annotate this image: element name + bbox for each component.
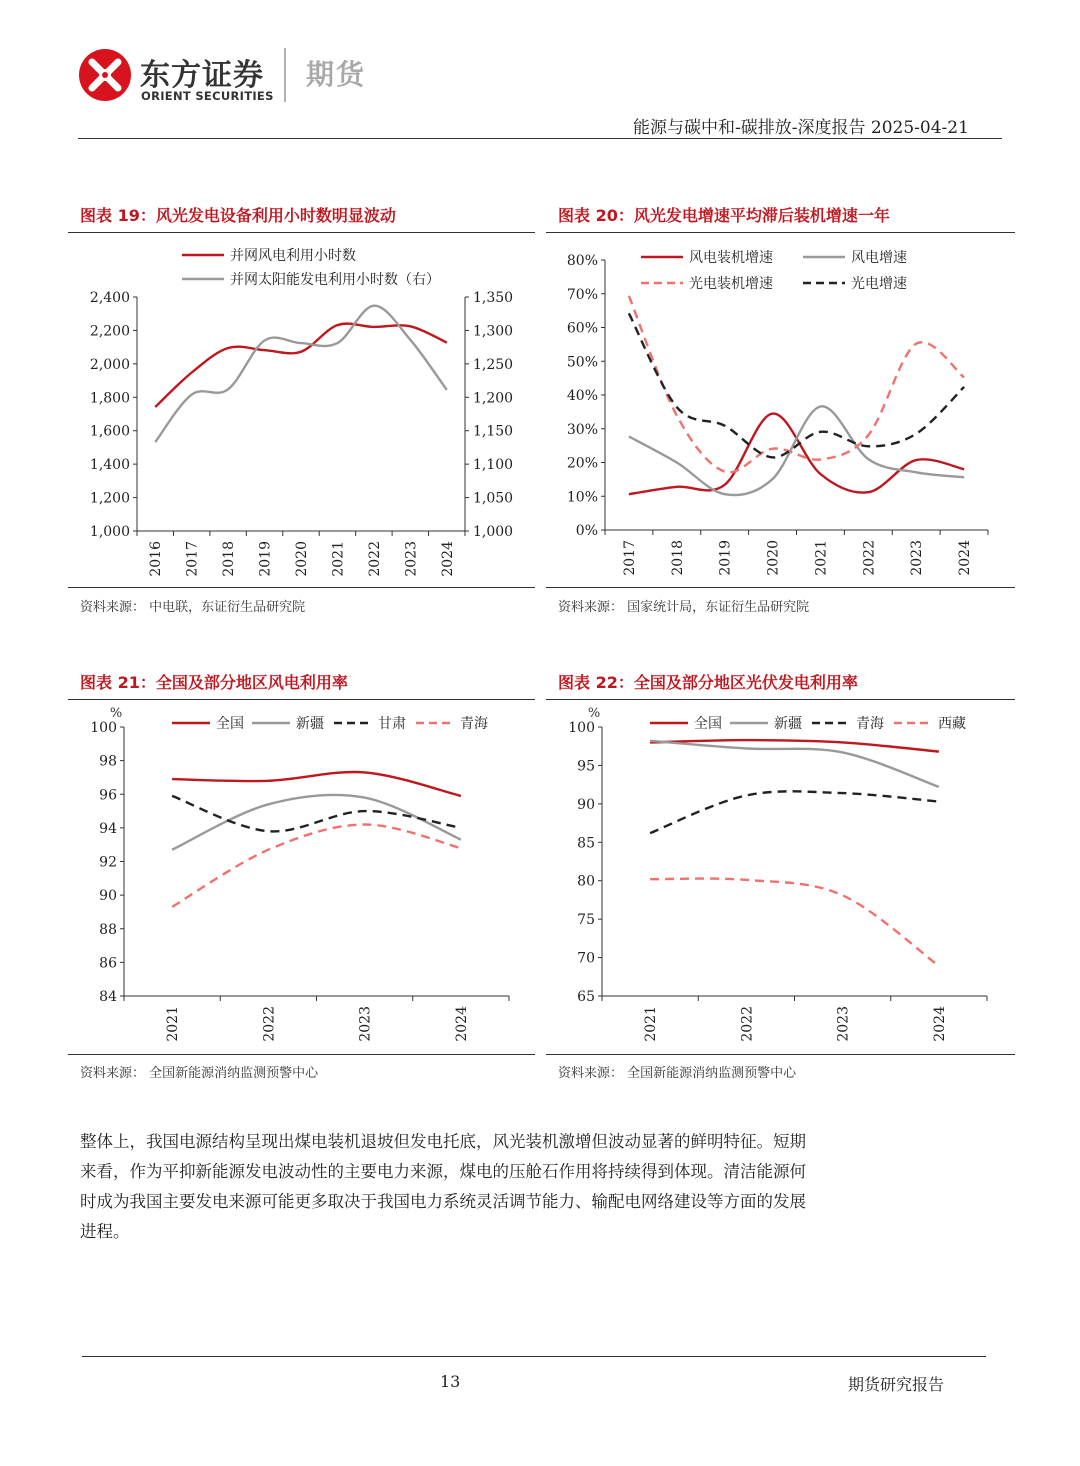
chart19-y-right-tick-label: 1,250 xyxy=(473,356,514,373)
chart20-y-tick-label: 10% xyxy=(566,489,598,506)
chart19-legend-label-2: 并网太阳能发电利用小时数（右） xyxy=(230,272,440,288)
chart19-y-right-tick-label: 1,100 xyxy=(473,457,514,474)
chart21-y-tick-label: 84 xyxy=(99,989,117,1005)
chart20-series-line-2 xyxy=(629,406,964,495)
chart22-y-tick-label: 65 xyxy=(577,989,595,1005)
chart-22-source: 资料来源： 全国新能源消纳监测预警中心 xyxy=(558,1066,797,1081)
chart22-y-tick-label: 90 xyxy=(577,796,595,813)
brand-name-cn: 东方证券 xyxy=(140,58,264,93)
chart-22-title-rule xyxy=(546,699,1015,700)
chart-22 xyxy=(546,702,1015,1052)
chart20-y-tick-label: 30% xyxy=(566,421,598,438)
chart20-y-tick-label: 60% xyxy=(566,320,598,337)
chart22-x-tick-label: 2022 xyxy=(739,1006,756,1042)
chart-21-source: 资料来源： 全国新能源消纳监测预警中心 xyxy=(80,1066,319,1081)
chart20-y-tick-label: 50% xyxy=(566,354,598,371)
chart19-y-tick-label: 2,400 xyxy=(89,290,130,306)
chart19-y-tick-label: 1,400 xyxy=(89,457,130,474)
chart19-x-tick-label: 2024 xyxy=(439,541,456,577)
chart19-y-tick-label: 1,000 xyxy=(89,524,130,540)
chart21-legend-label-3: 甘肃 xyxy=(378,716,406,732)
chart20-x-tick-label: 2022 xyxy=(861,540,878,576)
chart19-y-right-tick-label: 1,000 xyxy=(473,524,514,540)
chart22-y-tick-label: 75 xyxy=(577,912,595,929)
chart19-y-right-tick-label: 1,200 xyxy=(473,390,514,407)
chart-20-bottom-rule xyxy=(546,587,1015,588)
chart19-x-tick-label: 2019 xyxy=(257,541,274,577)
chart19-y-tick-label: 1,600 xyxy=(89,423,130,440)
chart19-y-right-tick-label: 1,300 xyxy=(473,323,514,340)
chart21-unit-label: % xyxy=(109,706,123,721)
chart22-legend-label-3: 青海 xyxy=(856,716,884,732)
chart21-y-tick-label: 98 xyxy=(99,753,117,770)
chart19-x-tick-label: 2016 xyxy=(148,541,165,577)
chart20-x-tick-label: 2023 xyxy=(909,540,926,576)
chart20-legend-label-1: 风电装机增速 xyxy=(689,250,773,266)
chart21-legend-label-2: 新疆 xyxy=(296,716,324,732)
chart20-x-tick-label: 2019 xyxy=(717,540,734,576)
chart22-y-tick-label: 100 xyxy=(568,720,595,736)
chart22-x-tick-label: 2023 xyxy=(835,1006,852,1042)
chart22-y-tick-label: 95 xyxy=(577,758,595,775)
orient-logo-icon xyxy=(78,46,132,104)
chart20-x-tick-label: 2021 xyxy=(813,540,830,576)
chart-21-title-rule xyxy=(68,699,535,700)
page-number: 13 xyxy=(440,1372,461,1391)
chart22-legend-label-4: 西藏 xyxy=(938,716,966,732)
chart20-legend-label-2: 风电增速 xyxy=(851,250,907,266)
chart-19-title: 图表 19：风光发电设备利用小时数明显波动 xyxy=(80,206,396,225)
chart19-x-tick-label: 2021 xyxy=(330,541,347,577)
chart22-x-tick-label: 2024 xyxy=(931,1006,948,1042)
chart20-x-tick-label: 2024 xyxy=(957,540,974,576)
chart19-y-right-tick-label: 1,050 xyxy=(473,490,514,507)
chart19-y-right-tick-label: 1,350 xyxy=(473,290,514,306)
brand-futures-label: 期货 xyxy=(306,58,367,91)
chart22-unit-label: % xyxy=(587,706,601,721)
chart22-y-tick-label: 80 xyxy=(577,873,595,890)
chart20-x-tick-label: 2020 xyxy=(765,540,782,576)
chart-20-source: 资料来源： 国家统计局，东证衍生品研究院 xyxy=(558,600,810,615)
chart21-y-tick-label: 88 xyxy=(99,921,117,938)
chart21-x-tick-label: 2022 xyxy=(261,1006,278,1042)
chart19-series-line-1 xyxy=(155,324,447,407)
chart21-series-line-4 xyxy=(172,824,461,906)
chart20-y-tick-label: 0% xyxy=(575,523,598,539)
chart21-legend-label-1: 全国 xyxy=(216,716,244,732)
chart-19-source: 资料来源： 中电联，东证衍生品研究院 xyxy=(80,600,306,615)
chart20-x-tick-label: 2017 xyxy=(621,540,638,576)
header-rule xyxy=(78,138,1002,139)
chart-19-title-rule xyxy=(68,232,535,233)
chart19-x-tick-label: 2020 xyxy=(294,541,310,577)
chart22-legend-label-1: 全国 xyxy=(694,716,722,732)
chart20-series-line-4 xyxy=(629,313,964,457)
chart-20-title-rule xyxy=(546,232,1015,233)
chart20-legend-label-3: 光电装机增速 xyxy=(689,276,773,292)
chart22-x-tick-label: 2021 xyxy=(643,1006,660,1042)
logo xyxy=(78,46,132,104)
chart22-legend-label-2: 新疆 xyxy=(774,716,802,732)
chart-22-bottom-rule xyxy=(546,1054,1015,1055)
chart21-y-tick-label: 92 xyxy=(99,854,117,871)
chart19-y-right-tick-label: 1,150 xyxy=(473,423,514,440)
chart-21 xyxy=(68,702,535,1052)
chart22-series-line-3 xyxy=(650,791,939,833)
chart21-x-tick-label: 2024 xyxy=(453,1006,470,1042)
report-title: 能源与碳中和-碳排放-深度报告 2025-04-21 xyxy=(633,118,969,138)
chart21-x-tick-label: 2023 xyxy=(357,1006,374,1042)
brand-divider xyxy=(284,48,286,102)
chart19-x-tick-label: 2023 xyxy=(403,541,420,577)
chart22-y-tick-label: 85 xyxy=(577,835,595,852)
chart-20-title: 图表 20：风光发电增速平均滞后装机增速一年 xyxy=(558,206,890,225)
chart20-series-line-1 xyxy=(629,414,964,495)
footer-label: 期货研究报告 xyxy=(848,1375,945,1394)
body-paragraph: 整体上，我国电源结构呈现出煤电装机退坡但发电托底，风光装机激增但波动显著的鲜明特征。短期来看，作为平抑新能源发电波动性的主要电力来源，煤电的压舱石作用将持续得到体现。清洁能源何时成为我国主要发电来源可能更多取决于我国电力系统灵活调节能力、输配电网络建设等方面的发展进程。 xyxy=(80,1132,806,1241)
chart19-x-tick-label: 2018 xyxy=(221,541,238,577)
chart19-y-tick-label: 2,200 xyxy=(89,323,130,340)
chart19-y-tick-label: 2,000 xyxy=(89,356,130,373)
chart-20 xyxy=(546,236,1015,586)
chart19-y-tick-label: 1,200 xyxy=(89,490,130,507)
chart20-y-tick-label: 40% xyxy=(566,388,598,404)
chart20-y-tick-label: 20% xyxy=(566,455,598,472)
chart-21-bottom-rule xyxy=(68,1054,535,1055)
chart21-legend-label-4: 青海 xyxy=(460,716,488,732)
chart-22-title: 图表 22：全国及部分地区光伏发电利用率 xyxy=(558,673,858,692)
chart19-y-tick-label: 1,800 xyxy=(89,390,130,407)
chart19-x-tick-label: 2022 xyxy=(366,541,383,577)
chart21-y-tick-label: 94 xyxy=(99,820,117,837)
chart22-series-line-4 xyxy=(650,879,939,966)
chart22-y-tick-label: 70 xyxy=(577,950,595,967)
chart20-x-tick-label: 2018 xyxy=(669,540,686,576)
footer-rule xyxy=(82,1356,986,1357)
chart20-y-tick-label: 80% xyxy=(566,253,598,269)
chart21-y-tick-label: 96 xyxy=(99,787,117,804)
chart19-x-tick-label: 2017 xyxy=(184,541,201,577)
brand-name-en: ORIENT SECURITIES xyxy=(141,89,274,103)
chart-21-title: 图表 21：全国及部分地区风电利用率 xyxy=(80,673,348,692)
chart21-x-tick-label: 2021 xyxy=(165,1006,182,1042)
chart21-y-tick-label: 86 xyxy=(99,955,117,972)
chart-19 xyxy=(68,236,535,586)
chart-19-bottom-rule xyxy=(68,587,535,588)
chart20-y-tick-label: 70% xyxy=(566,286,598,303)
chart19-legend-label-1: 并网风电利用小时数 xyxy=(230,248,356,264)
chart21-y-tick-label: 90 xyxy=(99,888,117,905)
chart21-series-line-1 xyxy=(172,772,461,796)
chart20-legend-label-4: 光电增速 xyxy=(851,276,907,292)
chart21-y-tick-label: 100 xyxy=(90,720,117,736)
